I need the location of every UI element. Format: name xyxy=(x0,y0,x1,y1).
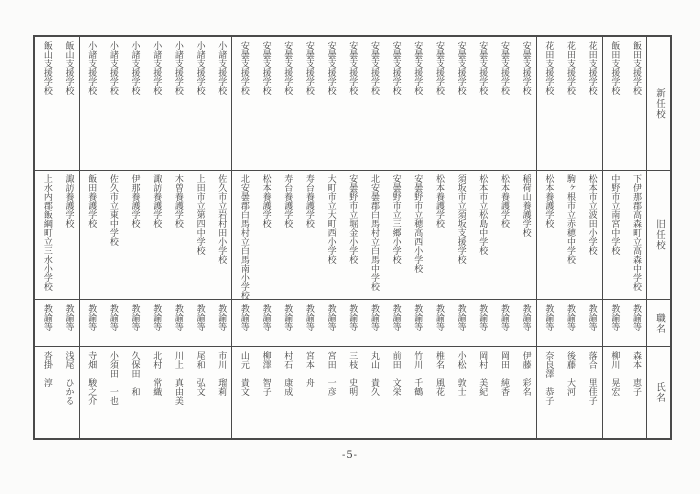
new-school-cell: 安曇支援学校 xyxy=(384,37,406,171)
old-school-cell: 松本市立波田小学校 xyxy=(580,171,602,301)
person-column xyxy=(624,37,646,438)
old-school-cell: 下伊那郡高森町立高森中学校 xyxy=(624,171,646,301)
person-column xyxy=(558,37,580,438)
new-school-cell: 安曇支援学校 xyxy=(319,37,341,171)
person-name-cell: 村石 康成 xyxy=(282,350,293,396)
person-column xyxy=(341,37,363,438)
header-job-title: 職名 xyxy=(647,300,670,347)
person-column xyxy=(35,37,57,438)
new-school-cell: 小諸支援学校 xyxy=(145,37,167,171)
new-school-cell: 花田支援学校 xyxy=(537,37,559,171)
person-name-cell: 竹川 千鶴 xyxy=(412,350,423,396)
person-column xyxy=(57,37,80,438)
person-column xyxy=(427,37,449,438)
old-school-cell: 北安曇郡白馬村立白馬中学校 xyxy=(362,171,384,301)
job-title-cell: 教諭等 xyxy=(57,300,79,347)
person-column xyxy=(166,37,188,438)
job-title-cell: 教諭等 xyxy=(101,300,123,347)
new-school-cell: 小諸支援学校 xyxy=(101,37,123,171)
old-school-cell: 諏訪養護学校 xyxy=(145,171,167,301)
new-school-cell: 安曇支援学校 xyxy=(406,37,428,171)
person-column xyxy=(123,37,145,438)
new-school-cell: 飯山支援学校 xyxy=(57,37,79,171)
person-column xyxy=(406,37,428,438)
header-old-school: 旧任校 xyxy=(647,171,670,301)
person-column xyxy=(514,37,537,438)
old-school-cell: 大町市立大町西小学校 xyxy=(319,171,341,301)
old-school-cell: 上田市立第四中学校 xyxy=(188,171,210,301)
job-title-cell: 教諭等 xyxy=(406,300,428,347)
new-school-cell: 小諸支援学校 xyxy=(166,37,188,171)
person-name-cell: 伊藤 彩名 xyxy=(520,350,531,396)
old-school-cell: 松本市立松島中学校 xyxy=(471,171,493,301)
new-school-cell: 安曇支援学校 xyxy=(341,37,363,171)
person-name-cell: 前田 文栄 xyxy=(390,350,401,396)
person-column xyxy=(362,37,384,438)
job-title-cell: 教諭等 xyxy=(558,300,580,347)
new-school-cell: 安曇支援学校 xyxy=(514,37,536,171)
person-name-cell: 山元 貴文 xyxy=(238,350,249,396)
person-name-cell: 奈良澤 恭子 xyxy=(543,350,554,405)
old-school-cell: 中野市立南宮中学校 xyxy=(603,171,625,301)
new-school-cell: 小諸支援学校 xyxy=(80,37,102,171)
new-school-cell: 飯田支援学校 xyxy=(603,37,625,171)
person-name-cell: 小須田 一也 xyxy=(107,350,118,405)
person-column xyxy=(319,37,341,438)
person-name-cell: 市川 瑠莉 xyxy=(216,350,227,396)
person-column xyxy=(210,37,233,438)
person-column xyxy=(145,37,167,438)
new-school-cell: 飯田支援学校 xyxy=(624,37,646,171)
person-name-cell: 尾和 弘文 xyxy=(194,350,205,396)
new-school-cell: 安曇支援学校 xyxy=(362,37,384,171)
job-title-cell: 教諭等 xyxy=(537,300,559,347)
person-name-cell: 落合 里佳子 xyxy=(586,350,597,405)
new-school-cell: 花田支援学校 xyxy=(558,37,580,171)
person-name-cell: 丸山 貴久 xyxy=(368,350,379,396)
job-title-cell: 教諭等 xyxy=(232,300,254,347)
new-school-cell: 安曇支援学校 xyxy=(427,37,449,171)
job-title-cell: 教諭等 xyxy=(580,300,602,347)
old-school-cell: 松本養護学校 xyxy=(492,171,514,301)
new-school-cell: 安曇支援学校 xyxy=(471,37,493,171)
job-title-cell: 教諭等 xyxy=(276,300,298,347)
job-title-cell: 教諭等 xyxy=(341,300,363,347)
person-name-cell: 寺畑 駿之介 xyxy=(86,350,97,405)
new-school-cell: 小諸支援学校 xyxy=(210,37,232,171)
person-column xyxy=(101,37,123,438)
person-name-cell: 宮田 一彦 xyxy=(325,350,336,396)
old-school-cell: 伊那養護学校 xyxy=(123,171,145,301)
person-column xyxy=(80,37,102,438)
old-school-cell: 佐久市立岩村田小学校 xyxy=(210,171,232,301)
job-title-cell: 教諭等 xyxy=(514,300,536,347)
job-title-cell: 教諭等 xyxy=(603,300,625,347)
old-school-cell: 安曇野市立穂高西小学校 xyxy=(406,171,428,301)
person-name-cell: 沓掛 淳 xyxy=(41,350,52,387)
new-school-cell: 安曇支援学校 xyxy=(449,37,471,171)
person-column xyxy=(384,37,406,438)
old-school-cell: 安曇野市立堀金小学校 xyxy=(341,171,363,301)
new-school-cell: 安曇支援学校 xyxy=(492,37,514,171)
job-title-cell: 教諭等 xyxy=(297,300,319,347)
person-column xyxy=(471,37,493,438)
old-school-cell: 寿台養護学校 xyxy=(297,171,319,301)
job-title-cell: 教諭等 xyxy=(624,300,646,347)
old-school-cell: 木曽養護学校 xyxy=(166,171,188,301)
old-school-cell: 松本養護学校 xyxy=(537,171,559,301)
personnel-transfer-table xyxy=(33,35,672,440)
old-school-cell: 諏訪養護学校 xyxy=(57,171,79,301)
person-name-cell: 岡田 純香 xyxy=(498,350,509,396)
person-column xyxy=(188,37,210,438)
person-name-cell: 柳川 晃宏 xyxy=(609,350,620,396)
job-title-cell: 教諭等 xyxy=(427,300,449,347)
person-column xyxy=(297,37,319,438)
new-school-cell: 安曇支援学校 xyxy=(254,37,276,171)
person-name-cell: 後藤 大河 xyxy=(564,350,575,396)
new-school-cell: 安曇支援学校 xyxy=(297,37,319,171)
person-name-cell: 椎名 風花 xyxy=(433,350,444,396)
person-name-cell: 久保田 和 xyxy=(129,350,140,396)
person-name-cell: 北村 常織 xyxy=(151,350,162,396)
job-title-cell: 教諭等 xyxy=(123,300,145,347)
person-column xyxy=(232,37,254,438)
person-column xyxy=(492,37,514,438)
old-school-cell: 寿台養護学校 xyxy=(276,171,298,301)
person-column xyxy=(449,37,471,438)
person-column xyxy=(254,37,276,438)
old-school-cell: 須坂市立須坂支援学校 xyxy=(449,171,471,301)
job-title-cell: 教諭等 xyxy=(188,300,210,347)
old-school-cell: 飯田養護学校 xyxy=(80,171,102,301)
old-school-cell: 上水内郡飯綱町立三水小学校 xyxy=(35,171,57,301)
header-name: 氏名 xyxy=(654,381,665,403)
person-name-cell: 浅尾 ひかる xyxy=(63,350,74,405)
new-school-cell: 小諸支援学校 xyxy=(123,37,145,171)
person-name-cell: 柳澤 智子 xyxy=(260,350,271,396)
job-title-cell: 教諭等 xyxy=(471,300,493,347)
job-title-cell: 教諭等 xyxy=(166,300,188,347)
job-title-cell: 教諭等 xyxy=(362,300,384,347)
job-title-cell: 教諭等 xyxy=(449,300,471,347)
person-name-cell: 岡村 美紀 xyxy=(477,350,488,396)
old-school-cell: 松本養護学校 xyxy=(254,171,276,301)
person-column xyxy=(580,37,603,438)
person-name-cell: 川上 真由美 xyxy=(172,350,183,405)
old-school-cell: 北安曇郡白馬村立白馬南小学校 xyxy=(232,171,254,301)
job-title-cell: 教諭等 xyxy=(80,300,102,347)
job-title-cell: 教諭等 xyxy=(492,300,514,347)
job-title-cell: 教諭等 xyxy=(145,300,167,347)
old-school-cell: 安曇野市立三郷小学校 xyxy=(384,171,406,301)
new-school-cell: 安曇支援学校 xyxy=(232,37,254,171)
old-school-cell: 稲荷山養護学校 xyxy=(514,171,536,301)
person-column xyxy=(276,37,298,438)
person-name-cell: 森本 恵子 xyxy=(631,350,641,396)
job-title-cell: 教諭等 xyxy=(210,300,232,347)
person-name-cell: 宮本 舟 xyxy=(303,350,314,387)
new-school-cell: 飯山支援学校 xyxy=(35,37,57,171)
new-school-cell: 花田支援学校 xyxy=(580,37,602,171)
job-title-cell: 教諭等 xyxy=(35,300,57,347)
new-school-cell: 小諸支援学校 xyxy=(188,37,210,171)
person-column xyxy=(603,37,625,438)
job-title-cell: 教諭等 xyxy=(319,300,341,347)
table-header-column xyxy=(646,37,670,438)
job-title-cell: 教諭等 xyxy=(384,300,406,347)
old-school-cell: 松本養護学校 xyxy=(427,171,449,301)
old-school-cell: 佐久市立東中学校 xyxy=(101,171,123,301)
page-number: -5- xyxy=(341,450,359,461)
person-name-cell: 三枝 史明 xyxy=(347,350,358,396)
old-school-cell: 駒ヶ根市立赤穂中学校 xyxy=(558,171,580,301)
header-new-school: 新任校 xyxy=(647,37,670,171)
job-title-cell: 教諭等 xyxy=(254,300,276,347)
person-column xyxy=(537,37,559,438)
new-school-cell: 安曇支援学校 xyxy=(276,37,298,171)
person-name-cell: 小松 敦士 xyxy=(455,350,466,396)
